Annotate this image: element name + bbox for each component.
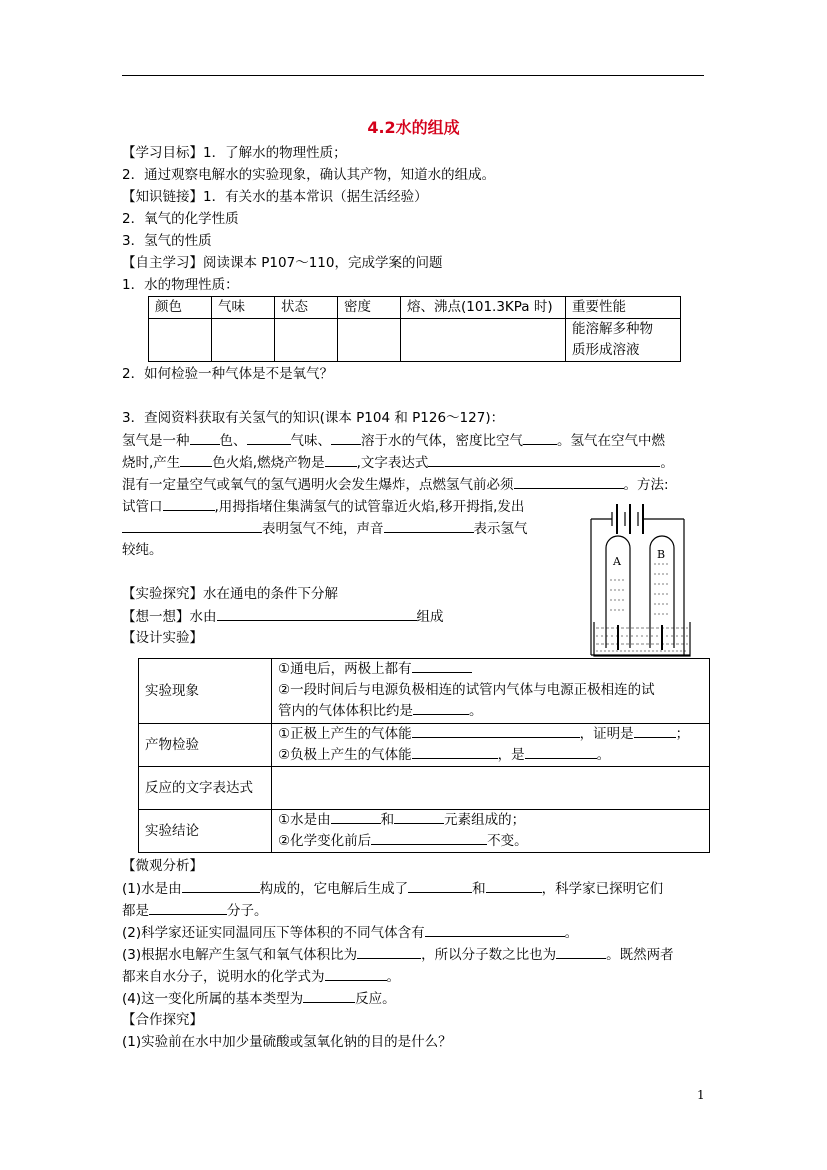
content-cell (272, 659, 710, 724)
text: 色火焰,燃烧产物是 (212, 455, 325, 471)
text: 色、 (219, 433, 247, 449)
fill-line (122, 475, 669, 494)
text: 元素组成的； (444, 812, 526, 828)
text-line: 2．氧气的化学性质 (122, 211, 239, 227)
blank[interactable] (325, 967, 387, 981)
text: 混有一定量空气或氧气的氢气遇明火会发生爆炸，点燃氢气前必须 (122, 477, 514, 493)
text: 管内的气体体积比约是 (278, 703, 413, 719)
blank[interactable] (428, 453, 660, 467)
blank[interactable] (556, 945, 606, 959)
blank[interactable] (357, 945, 421, 959)
text: (4)这一变化所属的基本类型为 (122, 991, 304, 1007)
text: 。 (660, 455, 674, 471)
blank-cell[interactable] (338, 319, 401, 362)
content-cell[interactable] (272, 767, 710, 810)
fill-line (122, 497, 524, 516)
header-cell: 重要性能 (566, 297, 681, 319)
text: 和 (472, 881, 486, 897)
text: 。既然两者 (606, 947, 674, 963)
row-header: 产物检验 (139, 724, 272, 767)
blank[interactable] (412, 724, 580, 738)
text-line: 2．通过观察电解水的实验现象，确认其产物，知道水的组成。 (122, 167, 496, 183)
text: 烧时,产生 (122, 455, 181, 471)
text: 。 (564, 925, 579, 941)
blank[interactable] (425, 923, 565, 937)
text: ①正极上产生的气体能 (278, 726, 412, 742)
note-cell (566, 319, 681, 362)
text-line: 【合作探究】 (122, 1012, 203, 1028)
text: ，是 (497, 747, 525, 763)
text-line: 【知识链接】1．有关水的基本常识（据生活经验） (122, 189, 428, 205)
blank-cell[interactable] (149, 319, 212, 362)
text: 。 (469, 703, 483, 719)
blank[interactable] (149, 901, 227, 915)
page-number: 1 (697, 1088, 705, 1102)
text-line: 3．查阅资料获取有关氢气的知识(课本 P104 和 P126～127)： (122, 410, 505, 426)
blank[interactable] (486, 879, 542, 893)
text-line: 1．水的物理性质： (122, 277, 239, 293)
blank[interactable] (325, 453, 357, 467)
text: 都是 (122, 903, 149, 919)
header-cell: 状态 (275, 297, 338, 319)
blank[interactable] (303, 989, 355, 1003)
electrolysis-apparatus-figure (586, 500, 696, 660)
blank[interactable] (384, 519, 474, 533)
text: 【想一想】水由 (122, 609, 217, 625)
fill-line (122, 923, 578, 942)
note-line: 质形成溶液 (572, 342, 640, 358)
header-cell: 密度 (338, 297, 401, 319)
blank[interactable] (412, 745, 498, 759)
text: 试管口 (122, 499, 163, 515)
text-line: 【微观分析】 (122, 858, 203, 874)
blank[interactable] (413, 701, 469, 715)
text: (2)科学家还证实同温同压下等体积的不同气体含有 (122, 925, 425, 941)
content-cell (272, 810, 710, 853)
text: 。氢气在空气中燃 (557, 433, 665, 449)
blank[interactable] (122, 519, 262, 533)
fill-line (122, 879, 663, 898)
blank[interactable] (331, 810, 381, 824)
blank[interactable] (371, 831, 487, 845)
text: 都来自水分子，说明水的化学式为 (122, 969, 325, 985)
blank[interactable] (412, 659, 472, 673)
blank-cell[interactable] (401, 319, 566, 362)
experiment-table (138, 658, 710, 853)
text: ②负极上产生的气体能 (278, 747, 412, 763)
text: ，所以分子数之比也为 (421, 947, 557, 963)
text: ②一段时间后与电源负极相连的试管内气体与电源正极相连的试 (278, 682, 655, 698)
blank[interactable] (247, 431, 291, 445)
text: ,用拇指堵住集满氢气的试管靠近火焰,移开拇指,发出 (214, 499, 525, 515)
header-cell: 颜色 (149, 297, 212, 319)
text: ①水是由 (278, 812, 331, 828)
text-line: 3．氢气的性质 (122, 233, 212, 249)
content-cell (272, 724, 710, 767)
text: 分子。 (227, 903, 268, 919)
blank[interactable] (180, 453, 212, 467)
fill-line (122, 431, 665, 450)
blank[interactable] (514, 475, 624, 489)
blank[interactable] (525, 745, 597, 759)
text: ，科学家已探明它们 (541, 881, 664, 897)
text-line: 2．如何检验一种气体是不是氧气？ (122, 366, 334, 382)
text: ，证明是 (579, 726, 634, 742)
text: 气味、 (290, 433, 331, 449)
text: ,文字表达式 (356, 455, 429, 471)
text: 溶于水的气体，密度比空气 (361, 433, 523, 449)
text: 。 (386, 969, 400, 985)
text: (1)水是由 (122, 881, 182, 897)
blank[interactable] (331, 431, 361, 445)
row-header: 实验现象 (139, 659, 272, 724)
text: (3)根据水电解产生氢气和氧气体积比为 (122, 947, 358, 963)
blank[interactable] (190, 431, 220, 445)
header-rule (122, 75, 704, 76)
fill-line (122, 945, 674, 964)
text-line: 【设计实验】 (122, 630, 203, 646)
blank[interactable] (634, 724, 676, 738)
text-line: 【实验探究】水在通电的条件下分解 (122, 586, 338, 602)
fill-line (122, 453, 674, 472)
tube-b-label: B (657, 548, 666, 561)
text: ②化学变化前后 (278, 833, 372, 849)
tube-a-label: A (613, 555, 621, 568)
fill-line (122, 967, 400, 986)
blank-cell[interactable] (212, 319, 275, 362)
note-line: 能溶解多种物 (572, 321, 653, 337)
text-line: (1)实验前在水中加少量硫酸或氢氧化钠的目的是什么？ (122, 1034, 452, 1050)
text: 。方法: (623, 477, 669, 493)
text: 不变。 (487, 833, 528, 849)
text-line: 较纯。 (122, 542, 163, 558)
header-cell: 熔、沸点(101.3KPa 时) (401, 297, 566, 319)
fill-line (122, 607, 444, 626)
text: 组成 (416, 609, 444, 625)
text: ； (675, 726, 690, 742)
text: 反应。 (355, 991, 396, 1007)
row-header: 反应的文字表达式 (139, 767, 272, 810)
fill-line (122, 519, 528, 538)
text: 氢气是一种 (122, 433, 190, 449)
fill-line (122, 989, 396, 1008)
row-header: 实验结论 (139, 810, 272, 853)
page-title: 4.2水的组成 (367, 118, 460, 137)
blank[interactable] (217, 607, 417, 621)
text-line: 【自主学习】阅读课本 P107～110，完成学案的问题 (122, 255, 443, 271)
text: 和 (380, 812, 395, 828)
text: 构成的，它电解后生成了 (259, 881, 409, 897)
blank[interactable] (523, 431, 557, 445)
header-cell: 气味 (212, 297, 275, 319)
blank[interactable] (394, 810, 444, 824)
blank[interactable] (408, 879, 472, 893)
blank[interactable] (163, 497, 215, 511)
text: 。 (596, 747, 611, 763)
text: 表明氢气不纯，声音 (262, 521, 384, 537)
text: 表示氢气 (473, 521, 528, 537)
blank[interactable] (182, 879, 260, 893)
fill-line (122, 901, 268, 920)
text-line: 【学习目标】1．了解水的物理性质； (122, 145, 347, 161)
property-table (148, 296, 681, 362)
blank-cell[interactable] (275, 319, 338, 362)
text: ①通电后，两极上都有 (278, 661, 412, 677)
